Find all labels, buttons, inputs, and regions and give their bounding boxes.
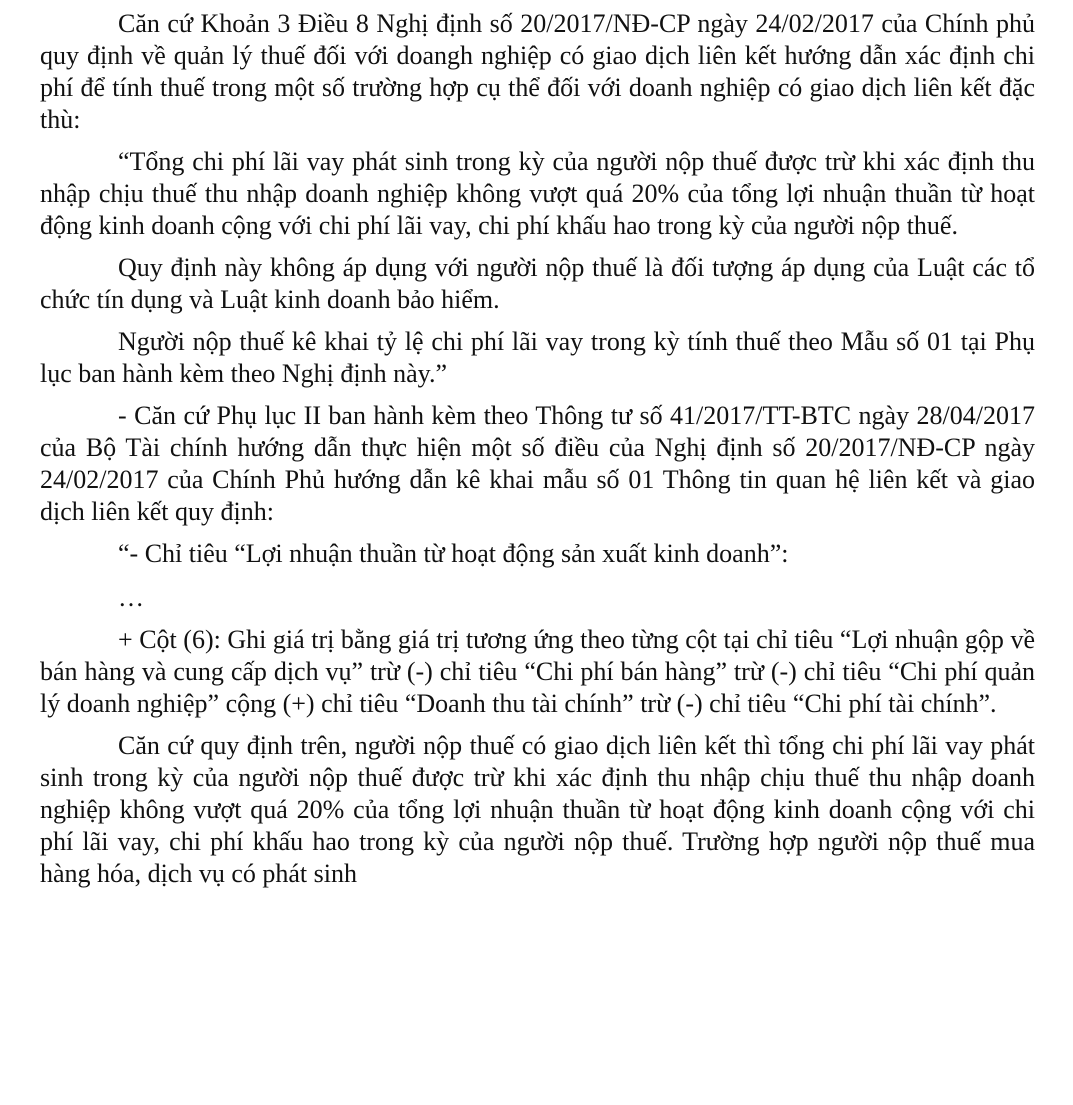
document-page	[40, 8, 1035, 900]
paragraph-legal-basis-decree: Căn cứ Khoản 3 Điều 8 Nghị định số 20/2017/NĐ-CP ngày 24/02/2017 của Chính phủ quy định về quản lý thuế đối với doangh nghiệp có giao dịch liên kết hướng dẫn xác định chi phí để tính thuế trong một số trường hợp cụ thể đối với doanh nghiệp có giao dịch liên kết đặc thù:	[40, 9, 1035, 134]
paragraph-indicator-heading: “- Chỉ tiêu “Lợi nhuận thuần từ hoạt động sản xuất kinh doanh”:	[118, 539, 789, 568]
paragraph-quote-interest-cap: “Tổng chi phí lãi vay phát sinh trong kỳ của người nộp thuế được trừ khi xác định thu nhập chịu thuế thu nhập doanh nghiệp không vượt quá 20% của tổng lợi nhuận thuần từ hoạt động kinh doanh cộng với chi phí lãi vay, chi phí khấu hao trong kỳ của người nộp thuế.	[40, 147, 1035, 240]
paragraph-column-6-rule: + Cột (6): Ghi giá trị bằng giá trị tương ứng theo từng cột tại chỉ tiêu “Lợi nhuận gộp về bán hàng và cung cấp dịch vụ” trừ (-) chỉ tiêu “Chi phí bán hàng” trừ (-) chỉ tiêu “Chi phí quản lý doanh nghiệp” cộng (+) chỉ tiêu “Doanh thu tài chính” trừ (-) chỉ tiêu “Chi phí tài chính”.	[40, 625, 1035, 718]
paragraph-ellipsis: …	[118, 583, 144, 612]
paragraph-quote-exemption: Quy định này không áp dụng với người nộp thuế là đối tượng áp dụng của Luật các tổ chức tín dụng và Luật kinh doanh bảo hiểm.	[40, 253, 1035, 314]
paragraph-quote-declaration: Người nộp thuế kê khai tỷ lệ chi phí lãi vay trong kỳ tính thuế theo Mẫu số 01 tại Phụ lục ban hành kèm theo Nghị định này.”	[40, 327, 1035, 388]
paragraph-legal-basis-circular: - Căn cứ Phụ lục II ban hành kèm theo Thông tư số 41/2017/TT-BTC ngày 28/04/2017 của Bộ Tài chính hướng dẫn thực hiện một số điều của Nghị định số 20/2017/NĐ-CP ngày 24/02/2017 của Chính Phủ hướng dẫn kê khai mẫu số 01 Thông tin quan hệ liên kết và giao dịch liên kết quy định:	[40, 401, 1035, 526]
paragraph-conclusion: Căn cứ quy định trên, người nộp thuế có giao dịch liên kết thì tổng chi phí lãi vay phát sinh trong kỳ của người nộp thuế được trừ khi xác định thu nhập chịu thuế thu nhập doanh nghiệp không vượt quá 20% của tổng lợi nhuận thuần từ hoạt động kinh doanh cộng với chi phí lãi vay, chi phí khấu hao trong kỳ của người nộp thuế. Trường hợp người nộp thuế mua hàng hóa, dịch vụ có phát sinh	[40, 731, 1035, 888]
